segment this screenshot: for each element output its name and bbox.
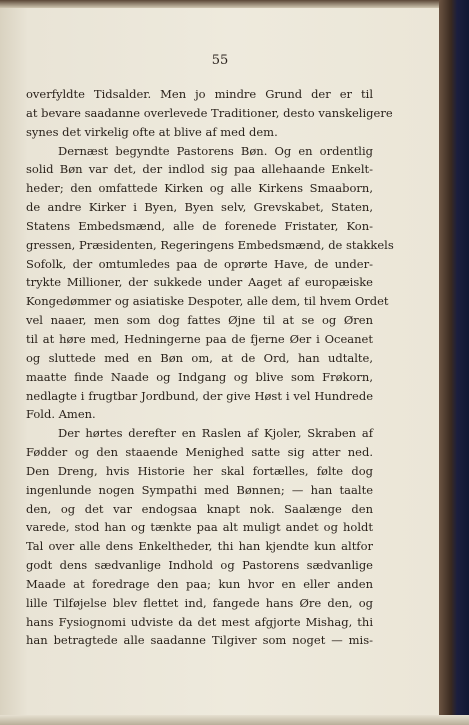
text-line: overfyldte Tidsalder. Men jo mindre Grund der er til	[26, 87, 373, 101]
text-line: hans Fysiognomi udviste da det mest afgjorte Mishag, thi	[26, 614, 373, 629]
text-line: synes det virkelig ofte at blive af med dem.	[26, 124, 278, 139]
text-line: solid Bøn var det, der indlod sig paa allehaande Enkelt-	[26, 162, 373, 177]
text-line: Fødder og den staaende Menighed satte sig atter ned.	[26, 445, 373, 460]
text-line: ingenlunde nogen Sympathi med Bønnen; — han taalte	[26, 482, 373, 497]
text-line: trykte Millioner, der sukkede under Aaget af europæiske	[26, 275, 373, 290]
text-line: varede, stod han og tænkte paa alt muligt andet og holdt	[26, 520, 373, 535]
text-line: Den Dreng, hvis Historie her skal fortælles, følte dog	[26, 463, 373, 478]
page-bottom-edge	[0, 715, 469, 725]
text-line: vel naaer, men som dog fattes Øjne til at se og Øren	[26, 313, 373, 328]
text-line: heder; den omfattede Kirken og alle Kirkens Smaaborn,	[26, 181, 373, 196]
text-line: han betragtede alle saadanne Tilgiver som noget — mis-	[26, 633, 373, 648]
page-number: 55	[211, 53, 229, 68]
text-line: til at høre med, Hedningerne paa de fjerne Øer i Oceanet	[26, 331, 373, 346]
text-line: og sluttede med en Bøn om, at de Ord, han udtalte,	[26, 350, 373, 365]
page-text-block	[26, 85, 394, 650]
text-line: gressen, Præsidenten, Regeringens Embedsmænd, de stakkels	[26, 237, 394, 252]
text-line: maatte finde Naade og Indgang og blive som Frøkorn,	[26, 369, 373, 384]
text-line: de andre Kirker i Byen, Byen selv, Grevskabet, Staten,	[26, 200, 373, 215]
book-cover-edge	[439, 0, 469, 725]
text-line: Tal over alle dens Enkeltheder, thi han kjendte kun altfor	[26, 539, 373, 554]
text-line: Der hørtes derefter en Raslen af Kjoler, Skraben af	[58, 426, 373, 441]
text-line: Sofolk, der omtumledes paa de oprørte Have, de under-	[26, 256, 373, 271]
text-line: nedlagte i frugtbar Jordbund, der give Høst i vel Hundrede	[26, 388, 373, 403]
text-line: Maade at foredrage den paa; kun hvor en eller anden	[26, 576, 373, 591]
text-line: godt dens sædvanlige Indhold og Pastorens sædvanlige	[26, 558, 373, 573]
text-line: at bevare saadanne overlevede Traditioner, desto vanskeligere	[26, 105, 393, 120]
text-line: lille Tilføjelse blev flettet ind, fangede hans Øre den, og	[26, 595, 373, 610]
text-line: Statens Embedsmænd, alle de forenede Fristater, Kon-	[26, 218, 373, 233]
text-line: den, og det var endogsaa knapt nok. Saalænge den	[26, 501, 373, 516]
text-line: Dernæst begyndte Pastorens Bøn. Og en ordentlig	[58, 143, 373, 158]
text-line: Fold. Amen.	[26, 407, 96, 422]
text-line: Kongedømmer og asiatiske Despoter, alle dem, til hvem Ordet	[26, 294, 389, 309]
page-top-edge	[0, 0, 469, 8]
